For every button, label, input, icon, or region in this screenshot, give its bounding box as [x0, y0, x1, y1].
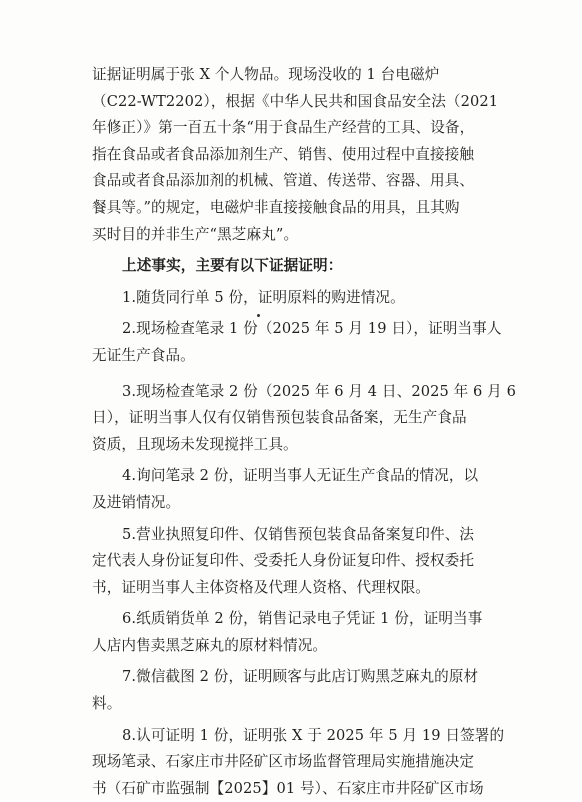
spacer [92, 370, 496, 379]
text-line: 1.随货同行单 5 份，证明原料的购进情况。 [122, 288, 405, 306]
scan-speck [257, 314, 260, 317]
text-line: 3.现场检查笔录 2 份（2025 年 6 月 4 日、2025 年 6 月 6 [122, 382, 516, 400]
text-line: 书，证明当事人主体资格及代理人资格、代理权限。 [92, 578, 430, 596]
text-line: 6.纸质销货单 2 份，销售记录电子凭证 1 份，证明当事 [122, 610, 483, 628]
text-line: 5.营业执照复印件、仅销售预包装食品备案复印件、法 [122, 525, 475, 543]
text-line: 定代表人身份证复印件、受委托人身份证复印件、授权委托 [92, 552, 475, 570]
document-body [92, 62, 516, 802]
text-line: 证据证明属于张 X 个人物品。现场没收的 1 台电磁炉 [92, 66, 440, 83]
text-line: 餐具等。”的规定，电磁炉非直接接触食品的用具，且其购 [92, 198, 460, 216]
evidence-item-1 [92, 285, 496, 312]
evidence-item-2 [92, 316, 502, 369]
evidence-item-8 [92, 723, 505, 802]
text-line: 7.微信截图 2 份，证明顾客与此店订购黑芝麻丸的原材 [122, 668, 479, 686]
text-line: 年修正）》第一百五十条“用于食品生产经营的工具、设备， [92, 119, 475, 137]
evidence-item-4 [92, 463, 496, 516]
intro-paragraph [92, 62, 499, 248]
text-line: 4.询问笔录 2 份，证明当事人无证生产食品的情况，以 [122, 467, 479, 485]
evidence-item-6 [92, 606, 496, 659]
evidence-heading: 上述事实，主要有以下证据证明： [122, 257, 343, 275]
text-line: 食品或者食品添加剂的机械、管道、传送带、容器、用具、 [92, 172, 475, 190]
text-line: 书（石矿市监强制【2025】01 号）、石家庄市井陉矿区市场 [92, 779, 484, 797]
text-line: 现场笔录、石家庄市井陉矿区市场监督管理局实施措施决定 [92, 753, 475, 771]
evidence-item-5 [92, 522, 496, 602]
text-line: 2.现场检查笔录 1 份（2025 年 5 月 19 日），证明当事人 [122, 320, 502, 338]
text-line: 及进销情况。 [92, 493, 181, 511]
evidence-item-7 [92, 664, 496, 717]
text-line: 料。 [92, 695, 122, 713]
text-line: 指在食品或者食品添加剂生产、销售、使用过程中直接接触 [92, 145, 475, 163]
evidence-item-3 [92, 379, 516, 459]
text-line: 资质，且现场未发现搅拌工具。 [92, 435, 298, 453]
text-line: 8.认可证明 1 份，证明张 X 于 2025 年 5 月 19 日签署的 [122, 726, 505, 744]
text-line: 人店内售卖黑芝麻丸的原材料情况。 [92, 636, 328, 654]
text-line: 买时目的并非生产“黑芝麻丸”。 [92, 225, 299, 243]
text-line: 日），证明当事人仅有仅销售预包装食品备案，无生产食品 [92, 409, 467, 427]
text-line: 无证生产食品。 [92, 346, 195, 364]
text-line: （C22-WT2202），根据《中华人民共和国食品安全法（2021 [92, 92, 499, 110]
